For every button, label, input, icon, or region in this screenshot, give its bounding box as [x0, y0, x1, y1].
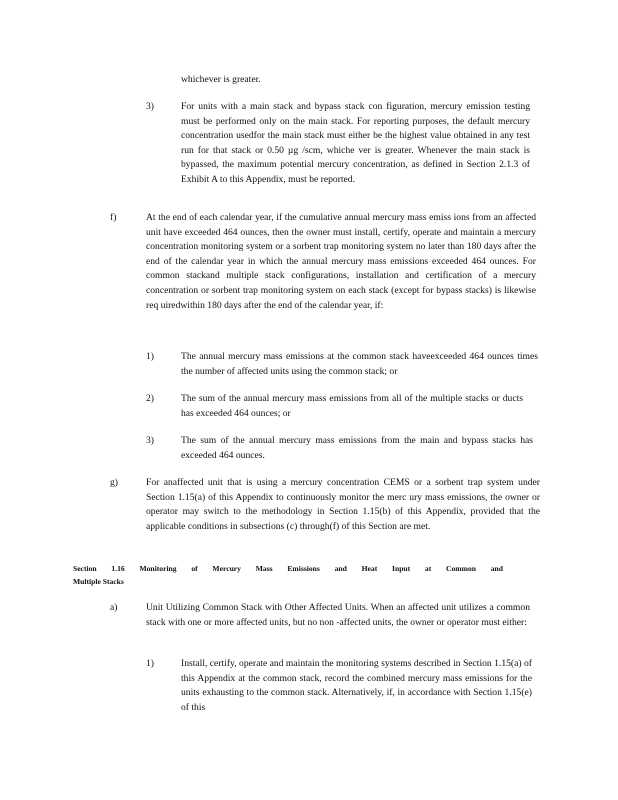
f-item-3-text: The sum of the annual mercury mass emissions from the main and bypass stacks has exceeded 464 ounces. — [181, 435, 533, 461]
f-item-1-label: 1) — [146, 351, 154, 362]
subsection-a-label: a) — [110, 602, 118, 613]
f-item-2-text: The sum of the annual mercury mass emissions from all of the multiple stacks or ducts has exceeded 464 ounces; or — [181, 393, 523, 419]
subsection-f-text: At the end of each calendar year, if the cumulative annual mercury mass emiss ions from an affected unit have exceeded 464 ounces, then the owner must install, certify, operate and maintain a mercury concentration monitoring system or a sorbent trap monitoring system no later than 180 days after the end of the calendar year in which the annual mercury mass emissions exceeded 464 ounces. For common stackand multiple stack configurations, installation and certification of a mercury concentration or sorbent trap monitoring system on each stack (except for bypass stacks) is likewise req uiredwithin 180 days after the end of the calendar year, if: — [146, 212, 536, 311]
f-item-2-label: 2) — [146, 393, 154, 404]
item-3-text: For units with a main stack and bypass stack con figuration, mercury emission testing must be performed only on the main stack. For reporting purposes, the default mercury concentration usedfor the main stack must either be the highest value obtained in any test run for that stack or 0.50 µg /scm, whiche ver is greater. Whenever the main stack is bypassed, the maximum potential mercury concentration, as defined in Section 2.1.3 of Exhibit A to this Appendix, must be reported. — [181, 101, 530, 185]
continued-text: whichever is greater. — [181, 74, 261, 85]
subsection-g-label: g) — [110, 477, 118, 488]
subsection-g-text: For anaffected unit that is using a mercury concentration CEMS or a sorbent trap system under Section 1.15(a) of this Appendix to continuously monitor the merc ury mass emissions, the owner or operator may switch to the methodology in Section 1.15(b) of this Appendix, provided that the applicable conditions in subsections (c) through(f) of this Section are met. — [146, 477, 540, 532]
item-3-label: 3) — [146, 101, 154, 112]
f-item-1-text: The annual mercury mass emissions at the common stack haveexceeded 464 ounces times the number of affected units using the common stack; or — [181, 351, 538, 377]
section-heading-line1: Section 1.16 Monitoring of Mercury Mass Emissions and Heat Input at Common and — [73, 564, 503, 573]
subsection-f-label: f) — [110, 212, 117, 223]
a-item-1-text: Install, certify, operate and maintain the monitoring systems described in Section 1.15(a) of this Appendix at the common stack, record the combined mercury mass emissions for the units exhausting to the common stack. Alternatively, if, in accordance with Section 1.15(e) of this — [181, 658, 532, 713]
f-item-3-label: 3) — [146, 435, 154, 446]
section-heading-line2: Multiple Stacks — [73, 577, 124, 586]
subsection-a-text: Unit Utilizing Common Stack with Other Affected Units. When an affected unit utilizes a common stack with one or more affected units, but no non -affected units, the owner or operator must either: — [146, 602, 530, 628]
a-item-1-label: 1) — [146, 658, 154, 669]
